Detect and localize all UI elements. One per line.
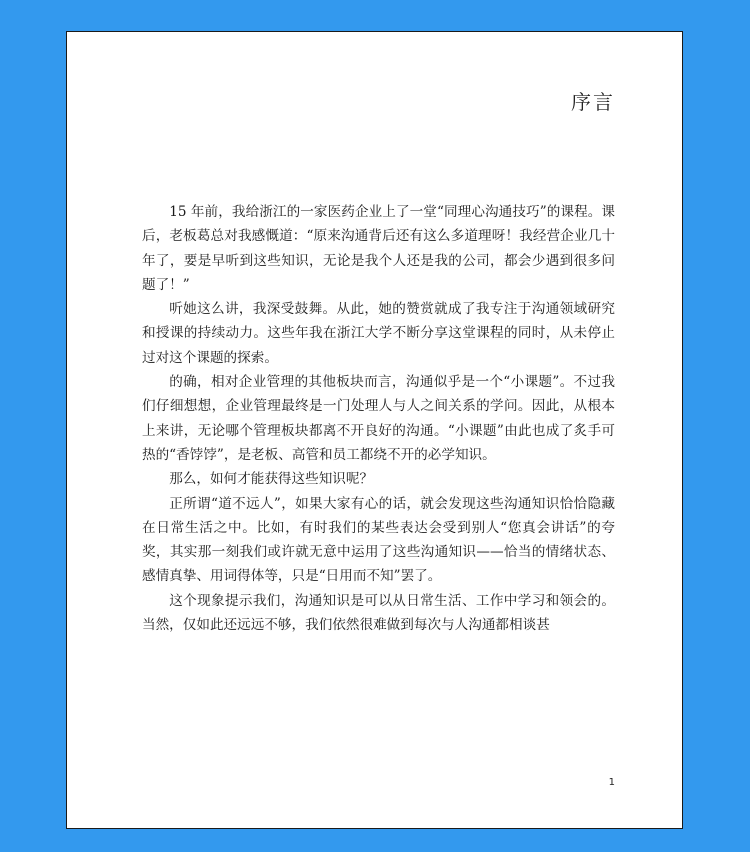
document-page — [66, 31, 683, 829]
paragraph: 那么，如何才能获得这些知识呢？ — [169, 471, 374, 488]
page-number: 1 — [608, 777, 615, 788]
paragraph: 这个现象提示我们，沟通知识是可以从日常生活、工作中学习和领会的。当然，仅如此还远远不够，我们依然很难做到每次与人沟通都相谈甚 — [142, 592, 615, 634]
paragraph: 15 年前，我给浙江的一家医药企业上了一堂“同理心沟通技巧”的课程。课后，老板葛总对我感慨道：“原来沟通背后还有这么多道理呀！我经营企业几十年了，要是早听到这些知识，无论是我个人还是我的公司，都会少遇到很多问题了！” — [142, 204, 615, 293]
paragraph: 的确，相对企业管理的其他板块而言，沟通似乎是一个“小课题”。不过我们仔细想想，企业管理最终是一门处理人与人之间关系的学问。因此，从根本上来讲，无论哪个管理板块都离不开良好的沟通。“小课题”由此也成了炙手可热的“香饽饽”，是老板、高管和员工都绕不开的必学知识。 — [142, 374, 615, 463]
page-title: 序言 — [571, 90, 615, 114]
paragraph: 听她这么讲，我深受鼓舞。从此，她的赞赏就成了我专注于沟通领域研究和授课的持续动力。这些年我在浙江大学不断分享这堂课程的同时，从未停止过对这个课题的探索。 — [142, 301, 615, 366]
paragraph: 正所谓“道不远人”，如果大家有心的话，就会发现这些沟通知识恰恰隐藏在日常生活之中。比如，有时我们的某些表达会受到别人“您真会讲话”的夸奖，其实那一刻我们或许就无意中运用了这些沟通知识——恰当的情绪状态、感情真挚、用词得体等，只是“日用而不知”罢了。 — [142, 495, 615, 585]
body-text — [142, 200, 615, 637]
